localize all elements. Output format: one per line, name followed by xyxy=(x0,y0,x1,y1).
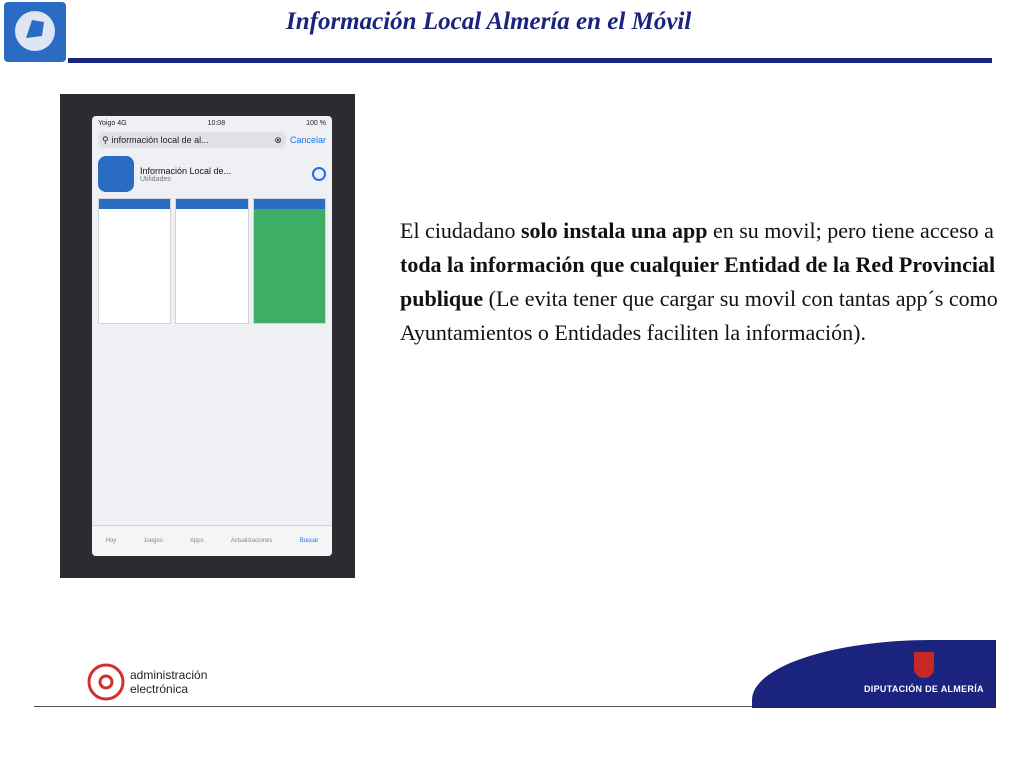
footer-wave xyxy=(752,640,996,708)
ae-line-1: administración xyxy=(130,668,208,682)
tab-buscar[interactable]: Buscar xyxy=(299,538,319,544)
at-sign-icon xyxy=(86,662,126,702)
app-name: Información Local de... xyxy=(140,165,232,176)
diputacion-label: DIPUTACIÓN DE ALMERÍA xyxy=(864,684,984,694)
carrier-label: Yoigo 4G xyxy=(98,119,127,127)
search-row xyxy=(92,130,332,150)
app-icon[interactable] xyxy=(98,156,134,192)
ae-line-2: electrónica xyxy=(130,682,189,696)
cancel-button[interactable]: Cancelar xyxy=(289,135,326,145)
battery-label: 100 % xyxy=(306,119,326,127)
body-text-3: (Le evita tener que cargar su movil con tantas app´s como Ayuntamientos o Entidades faciliten la información). xyxy=(400,286,998,345)
tab-juegos[interactable]: Juegos xyxy=(143,538,163,544)
body-paragraph xyxy=(400,214,1000,350)
time-label: 10:08 xyxy=(207,119,226,127)
clear-icon[interactable]: ⊗ xyxy=(274,134,282,145)
header-divider xyxy=(68,58,992,63)
body-bold-2: toda la información que cualquier Entidad de la Red Provincial publique xyxy=(400,252,996,311)
phone-photo xyxy=(60,94,355,578)
tab-apps[interactable]: Apps xyxy=(189,538,204,544)
download-button[interactable] xyxy=(312,167,326,181)
screenshot-2 xyxy=(175,198,248,324)
tab-hoy[interactable]: Hoy xyxy=(105,538,117,544)
app-screenshots xyxy=(92,198,332,324)
tab-bar xyxy=(92,525,332,556)
app-result[interactable] xyxy=(92,150,332,198)
almeria-logo xyxy=(4,2,66,62)
search-value: información local de al... xyxy=(111,135,209,145)
search-icon: ⚲ xyxy=(102,134,109,145)
map-icon xyxy=(4,2,66,62)
footer-divider xyxy=(34,706,754,707)
body-text-2: en su movil; pero tiene acceso a xyxy=(707,218,994,243)
search-input[interactable] xyxy=(98,132,286,148)
body-bold-1: solo instala una app xyxy=(520,218,708,243)
tab-actualizaciones[interactable]: Actualizaciones xyxy=(230,538,273,544)
administracion-electronica-logo xyxy=(130,668,207,696)
screenshot-1 xyxy=(98,198,171,324)
crest-icon xyxy=(914,652,934,678)
body-text-1: El ciudadano xyxy=(400,218,521,243)
page-title: Información Local Almería en el Móvil xyxy=(286,8,692,35)
app-category: Utilidades xyxy=(140,175,171,183)
status-bar xyxy=(92,116,332,130)
screenshot-3 xyxy=(253,198,326,324)
phone-screen xyxy=(92,116,332,556)
